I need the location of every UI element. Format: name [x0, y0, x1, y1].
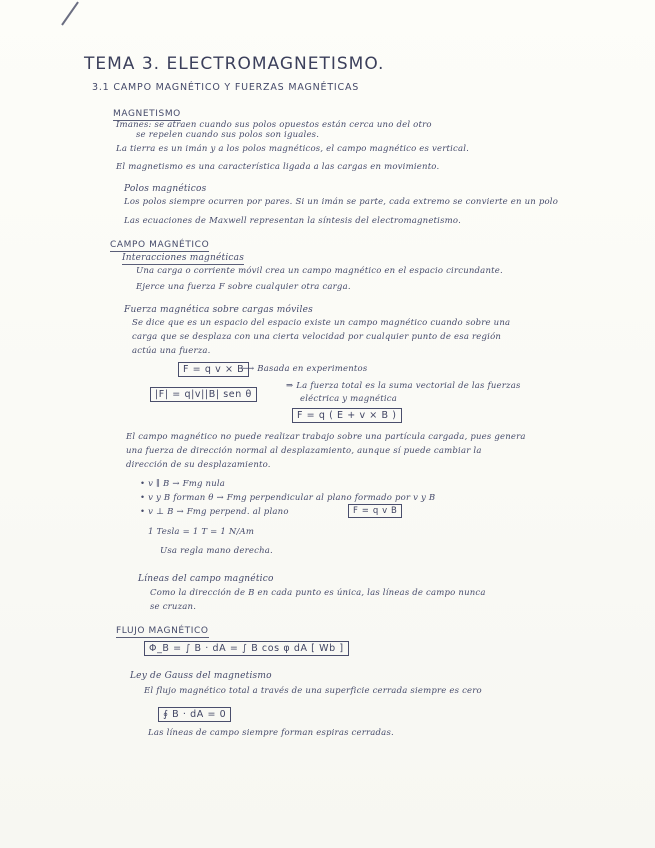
text-line: Como la dirección de B en cada punto es única, las líneas de campo nunca [150, 588, 486, 598]
text-line: El magnetismo es una característica ligada a las cargas en movimiento. [116, 162, 440, 172]
text-line: carga que se desplaza con una cierta velocidad por cualquier punto de esa región [132, 332, 502, 342]
text-line: Ejerce una fuerza F sobre cualquier otra carga. [136, 282, 351, 292]
equation-total-force: F = q ( E + v × B ) [292, 408, 402, 423]
text-line: Los polos siempre ocurren por pares. Si un imán se parte, cada extremo se convierte en un polo [124, 197, 559, 207]
heading-magnetismo: MAGNETISMO [113, 109, 181, 119]
text-line: La tierra es un imán y a los polos magnéticos, el campo magnético es vertical. [116, 144, 470, 154]
text-line: una fuerza de dirección normal al desplazamiento, aunque sí puede cambiar la [126, 446, 482, 456]
text-line: se repelen cuando sus polos son iguales. [136, 130, 320, 140]
equation-note: eléctrica y magnética [300, 394, 398, 404]
subheading-gauss: Ley de Gauss del magnetismo [130, 671, 272, 681]
subheading-polos: Polos magnéticos [124, 184, 207, 194]
subheading-fuerza: Fuerza magnética sobre cargas móviles [124, 305, 313, 315]
page-title: TEMA 3. ELECTROMAGNETISMO. [84, 54, 385, 74]
bullet-item: • v y B forman θ → Fmg perpendicular al plano formado por v y B [140, 493, 436, 503]
bullet-item: • v ∥ B → Fmg nula [140, 479, 226, 489]
arrow-note: ⇒ La fuerza total es la suma vectorial de las fuerzas [286, 381, 521, 391]
equation-gauss: ∮ B · dA = 0 [158, 707, 231, 722]
heading-campo-magnetico: CAMPO MAGNÉTICO [110, 240, 210, 250]
equation-force-perp: F = q v B [348, 504, 402, 518]
equation-note: La fuerza total es la suma vectorial de las fuerzas [296, 381, 521, 391]
text-line: Una carga o corriente móvil crea un campo magnético en el espacio circundante. [136, 266, 503, 276]
text-line: se cruzan. [150, 602, 197, 612]
equation-magnitude: |F| = q|v||B| sen θ [150, 387, 257, 402]
text-line: actúa una fuerza. [132, 346, 211, 356]
page-corner-stroke [61, 1, 79, 25]
subheading-interacciones: Interacciones magnéticas [122, 253, 245, 263]
text-line: El campo magnético no puede realizar trabajo sobre una partícula cargada, pues genera [126, 432, 526, 442]
text-line: El flujo magnético total a través de una superficie cerrada siempre es cero [144, 686, 482, 696]
section-heading: 3.1 CAMPO MAGNÉTICO Y FUERZAS MAGNÉTICAS [92, 82, 360, 93]
text-line: Las ecuaciones de Maxwell representan la síntesis del electromagnetismo. [124, 216, 461, 226]
text-line: dirección de su desplazamiento. [126, 460, 271, 470]
bullet-text: v ⊥ B → Fmg perpend. al plano [148, 507, 289, 517]
equation-flux: Φ_B = ∫ B · dA = ∫ B cos φ dA [ Wb ] [144, 641, 349, 656]
text-line: Se dice que es un espacio del espacio existe un campo magnético cuando sobre una [132, 318, 511, 328]
bullet-text: v ∥ B → Fmg nula [148, 479, 226, 489]
equation-lorentz: F = q v × B [178, 362, 249, 377]
text-line: Las líneas de campo siempre forman espiras cerradas. [148, 728, 394, 738]
arrow-note: ⟶ Basada en experimentos [242, 364, 368, 374]
bullet-text: v y B forman θ → Fmg perpendicular al plano formado por v y B [148, 493, 436, 503]
heading-flujo: FLUJO MAGNÉTICO [116, 626, 209, 636]
text-line: Imanes: se atraen cuando sus polos opuestos están cerca uno del otro [116, 120, 432, 130]
subheading-lineas: Líneas del campo magnético [138, 574, 274, 584]
text-line: 1 Tesla = 1 T = 1 N/Am [148, 527, 255, 537]
text-line: Usa regla mano derecha. [160, 546, 273, 556]
equation-note: Basada en experimentos [257, 364, 368, 374]
bullet-item: • v ⊥ B → Fmg perpend. al plano [140, 507, 289, 517]
